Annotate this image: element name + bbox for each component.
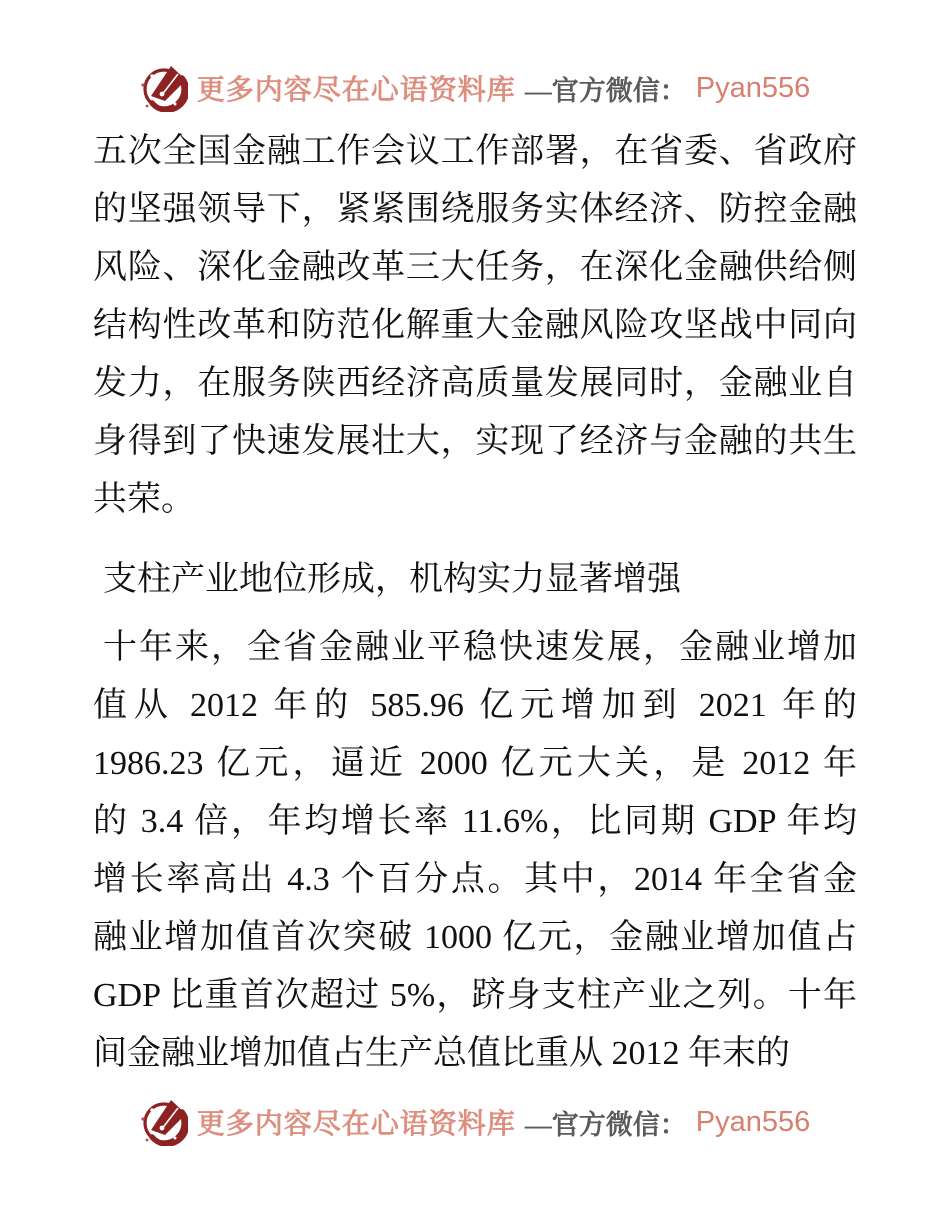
paragraph-2 xyxy=(93,619,857,1083)
text-line: 值从 2012 年的 585.96 亿元增加到 2021 年的 xyxy=(93,687,857,724)
watermark-header xyxy=(0,62,950,114)
text-line: 共荣。 xyxy=(93,481,195,518)
watermark-brand-text: 更多内容尽在心语资料库 xyxy=(196,1109,516,1140)
text-line: 十年来，全省金融业平稳快速发展，金融业增加 xyxy=(103,629,857,666)
text-line: 间金融业增加值占生产总值比重从 2012 年末的 xyxy=(93,1035,790,1072)
text-line: 的坚强领导下，紧紧围绕服务实体经济、防控金融 xyxy=(93,191,857,228)
watermark-wechat-id: Pyan556 xyxy=(695,1105,811,1138)
text-line: 五次全国金融工作会议工作部署，在省委、省政府 xyxy=(93,133,857,170)
text-line: 发力，在服务陕西经济高质量发展同时，金融业自 xyxy=(93,365,857,402)
paragraph-1 xyxy=(93,123,857,529)
watermark-wechat-id: Pyan556 xyxy=(695,71,811,104)
text-line: 结构性改革和防范化解重大金融风险攻坚战中同向 xyxy=(93,307,857,344)
text-line: 风险、深化金融改革三大任务，在深化金融供给侧 xyxy=(93,249,857,286)
pen-in-circle-logo-icon xyxy=(140,64,188,112)
text-line: GDP 比重首次超过 5%，跻身支柱产业之列。十年 xyxy=(93,977,857,1014)
section-heading: 支柱产业地位形成，机构实力显著增强 xyxy=(103,561,681,598)
watermark-wechat-label: —官方微信： xyxy=(524,75,687,106)
text-line: 1986.23 亿元，逼近 2000 亿元大关，是 2012 年 xyxy=(93,745,857,782)
text-line: 身得到了快速发展壮大，实现了经济与金融的共生 xyxy=(93,423,857,460)
text-line: 的 3.4 倍，年均增长率 11.6%，比同期 GDP 年均 xyxy=(93,803,857,840)
text-line: 增长率高出 4.3 个百分点。其中，2014 年全省金 xyxy=(93,861,857,898)
watermark-footer xyxy=(0,1096,950,1148)
watermark-brand-text: 更多内容尽在心语资料库 xyxy=(196,75,516,106)
document-body xyxy=(93,123,857,1083)
text-line: 融业增加值首次突破 1000 亿元，金融业增加值占 xyxy=(93,919,857,956)
watermark-wechat-label: —官方微信： xyxy=(524,1109,687,1140)
pen-in-circle-logo-icon xyxy=(140,1098,188,1146)
